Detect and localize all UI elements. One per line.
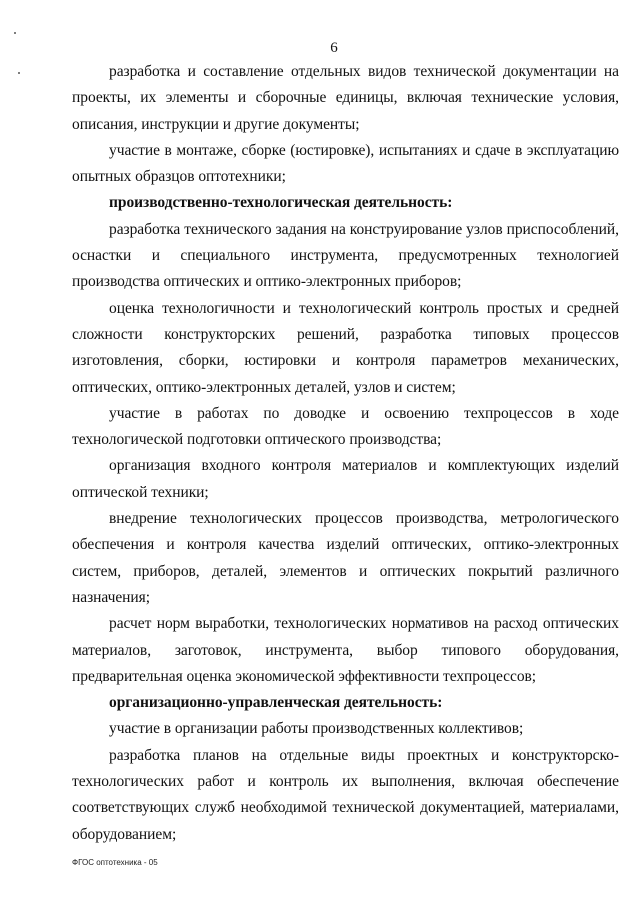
paragraph: разработка технического задания на конструирование узлов приспособлений, оснастки и специального инструмента, предусмотренных технологией производства оптических и оптико-электронных приборов; <box>72 220 619 291</box>
document-body <box>72 59 619 848</box>
paragraph: организация входного контроля материалов и комплектующих изделий оптической техники; <box>72 457 619 501</box>
page-footer: ФГОС оптотехника - 05 <box>72 858 158 867</box>
scan-speck <box>14 32 16 34</box>
paragraph: оценка технологичности и технологический контроль простых и средней сложности конструкторских решений, разработка типовых процессов изготовления, сборки, юстировки и контроля параметров механических, оптических, оптико-электронных деталей, узлов и систем; <box>72 299 619 396</box>
paragraph: участие в монтаже, сборке (юстировке), испытаниях и сдаче в эксплуатацию опытных образцов оптотехники; <box>72 141 619 186</box>
paragraph: внедрение технологических процессов производства, метрологического обеспечения и контроля качества изделий оптических, оптико-электронных систем, приборов, деталей, элементов и оптических покрытий различного назначения; <box>72 510 619 606</box>
paragraph: участие в работах по доводке и освоению техпроцессов в ходе технологической подготовки оптического производства; <box>72 404 619 449</box>
page-number: 6 <box>330 40 338 56</box>
scan-speck <box>18 72 20 74</box>
section-heading: организационно-управленческая деятельность: <box>109 694 443 712</box>
paragraph: участие в организации работы производственных коллективов; <box>109 720 524 738</box>
paragraph: расчет норм выработки, технологических нормативов на расход оптических материалов, заготовок, инструмента, выбор типового оборудования, предварительная оценка экономической эффективности техпроцессов; <box>72 615 619 685</box>
section-heading: производственно-технологическая деятельность: <box>109 194 453 212</box>
paragraph: разработка и составление отдельных видов технической документации на проекты, их элементы и сборочные единицы, включая технические условия, описания, инструкции и другие документы; <box>72 63 619 133</box>
paragraph: разработка планов на отдельные виды проектных и конструкторско-технологических работ и контроль их выполнения, включая обеспечение соответствующих служб необходимой технической документацией, материалами, оборудованием; <box>72 746 619 843</box>
